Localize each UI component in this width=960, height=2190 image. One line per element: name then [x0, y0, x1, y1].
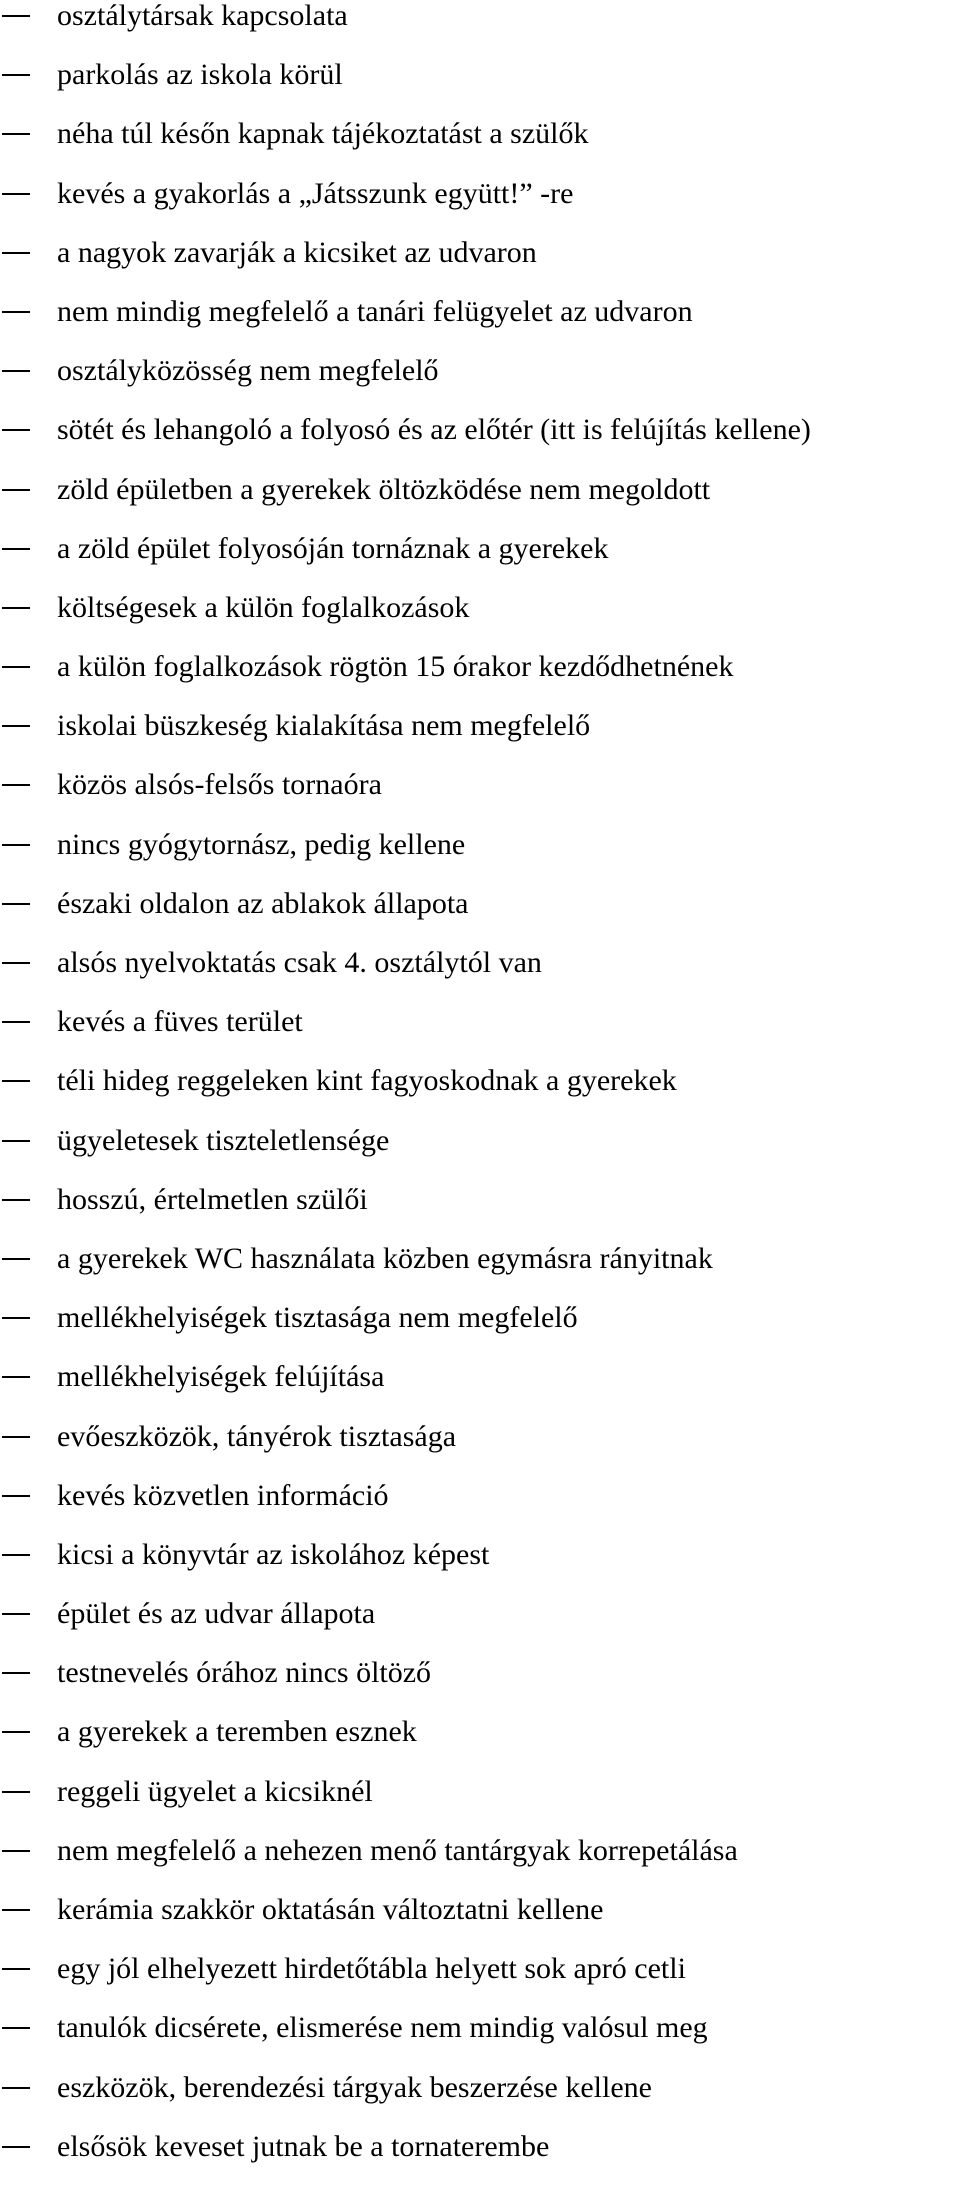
dash-bullet-icon [2, 0, 30, 32]
list-item-text: költségesek a külön foglalkozások [57, 590, 470, 624]
list-item-text: épület és az udvar állapota [57, 1597, 376, 1631]
dash-bullet-icon [2, 1302, 30, 1334]
dash-bullet-icon [2, 355, 30, 387]
list-item-text: kicsi a könyvtár az iskolához képest [57, 1537, 490, 1571]
list-item-text: zöld épületben a gyerekek öltözködése nem megoldott [57, 472, 711, 506]
list-item [0, 1243, 960, 1302]
list-item-text: hosszú, értelmetlen szülői [57, 1182, 368, 1216]
list-item [0, 1657, 960, 1716]
dash-bullet-icon [2, 59, 30, 91]
list-item [0, 888, 960, 947]
dash-bullet-icon [2, 1125, 30, 1157]
dash-bullet-icon [2, 1243, 30, 1275]
list-item-text: nincs gyógytornász, pedig kellene [57, 827, 466, 861]
list-item [0, 1421, 960, 1480]
list-item [0, 1480, 960, 1539]
list-item-text: elsősök keveset jutnak be a tornaterembe [57, 2129, 550, 2163]
list-item-text: északi oldalon az ablakok állapota [57, 886, 469, 920]
dash-bullet-icon [2, 1539, 30, 1571]
list-item-text: kevés közvetlen információ [57, 1478, 389, 1512]
list-item [0, 296, 960, 355]
list-item-text: néha túl későn kapnak tájékoztatást a szülők [57, 117, 589, 151]
list-item [0, 118, 960, 177]
list-item-text: reggeli ügyelet a kicsiknél [57, 1774, 373, 1808]
dash-bullet-icon [2, 2012, 30, 2044]
list-item [0, 1894, 960, 1953]
list-item [0, 1716, 960, 1775]
list-item-text: ügyeletesek tiszteletlensége [57, 1123, 390, 1157]
dash-bullet-icon [2, 2131, 30, 2163]
dash-bullet-icon [2, 947, 30, 979]
list-item [0, 769, 960, 828]
list-item-text: tanulók dicsérete, elismerése nem mindig valósul meg [57, 2011, 708, 2045]
list-item-text: a külön foglalkozások rögtön 15 órakor kezdődhetnének [57, 650, 734, 684]
list-item-text: kevés a gyakorlás a „Játsszunk együtt!” -re [57, 176, 574, 210]
list-item [0, 1361, 960, 1420]
list-item [0, 710, 960, 769]
dash-bullet-icon [2, 1184, 30, 1216]
dash-bullet-icon [2, 1361, 30, 1393]
list-item [0, 1184, 960, 1243]
dash-bullet-icon [2, 1894, 30, 1926]
list-item-text: parkolás az iskola körül [57, 58, 343, 92]
dash-bullet-icon [2, 1776, 30, 1808]
list-item [0, 1835, 960, 1894]
list-item [0, 947, 960, 1006]
list-item [0, 0, 960, 59]
list-item-text: osztálytársak kapcsolata [57, 0, 348, 32]
dash-bullet-icon [2, 1835, 30, 1867]
list-item-text: nem mindig megfelelő a tanári felügyelet az udvaron [57, 294, 693, 328]
list-item-text: közös alsós-felsős tornaóra [57, 768, 382, 802]
list-item [0, 414, 960, 473]
list-item-text: evőeszközök, tányérok tisztasága [57, 1419, 457, 1453]
dash-bullet-icon [2, 1480, 30, 1512]
list-item [0, 355, 960, 414]
list-item [0, 592, 960, 651]
list-item-text: kevés a füves terület [57, 1005, 303, 1039]
dash-bullet-icon [2, 533, 30, 565]
list-item [0, 237, 960, 296]
list-item [0, 829, 960, 888]
list-item-text: a gyerekek a teremben esznek [57, 1715, 417, 1749]
dash-bullet-icon [2, 1421, 30, 1453]
list-item-text: mellékhelyiségek felújítása [57, 1360, 385, 1394]
dash-bullet-icon [2, 474, 30, 506]
dash-bullet-icon [2, 1953, 30, 1985]
list-item [0, 1539, 960, 1598]
list-item [0, 1953, 960, 2012]
dash-bullet-icon [2, 1006, 30, 1038]
dash-bullet-icon [2, 829, 30, 861]
list-item-text: iskolai büszkeség kialakítása nem megfelelő [57, 709, 591, 743]
list-item [0, 2072, 960, 2131]
list-item-text: kerámia szakkör oktatásán változtatni kellene [57, 1893, 604, 1926]
list-item [0, 2131, 960, 2190]
list-item [0, 59, 960, 118]
list-item-text: a zöld épület folyosóján tornáznak a gyerekek [57, 531, 609, 565]
list-item [0, 1125, 960, 1184]
dash-bullet-icon [2, 1065, 30, 1097]
dash-bullet-icon [2, 2072, 30, 2104]
list-item-text: egy jól elhelyezett hirdetőtábla helyett sok apró cetli [57, 1952, 686, 1986]
list-item-text: nem megfelelő a nehezen menő tantárgyak korrepetálása [57, 1833, 738, 1867]
dash-bullet-icon [2, 237, 30, 269]
list-item [0, 178, 960, 237]
list-item [0, 474, 960, 533]
dash-bullet-icon [2, 592, 30, 624]
dash-bullet-icon [2, 888, 30, 920]
list-item-text: osztályközösség nem megfelelő [57, 354, 439, 388]
list-item [0, 533, 960, 592]
list-item-text: eszközök, berendezési tárgyak beszerzése kellene [57, 2070, 652, 2104]
dash-bullet-icon [2, 1657, 30, 1689]
dash-bullet-icon [2, 296, 30, 328]
list-item [0, 1302, 960, 1361]
dash-bullet-icon [2, 769, 30, 801]
dash-bullet-icon [2, 178, 30, 210]
list-item-text: sötét és lehangoló a folyosó és az előtér (itt is felújítás kellene) [57, 413, 811, 447]
list-item [0, 651, 960, 710]
dash-bullet-icon [2, 651, 30, 683]
list-item [0, 1598, 960, 1657]
dash-bullet-icon [2, 710, 30, 742]
list-item [0, 1065, 960, 1124]
list-item-text: mellékhelyiségek tisztasága nem megfelelő [57, 1301, 578, 1335]
list-item [0, 1776, 960, 1835]
list-item [0, 1006, 960, 1065]
dash-bullet-icon [2, 1716, 30, 1748]
dash-bullet-icon [2, 1598, 30, 1630]
list-item-text: alsós nyelvoktatás csak 4. osztálytól van [57, 946, 542, 979]
dash-bullet-icon [2, 118, 30, 150]
dash-bullet-icon [2, 414, 30, 446]
list-item-text: testnevelés órához nincs öltöző [57, 1656, 432, 1690]
list-item [0, 2012, 960, 2071]
list-item-text: a gyerekek WC használata közben egymásra rányitnak [57, 1241, 713, 1275]
list-item-text: téli hideg reggeleken kint fagyoskodnak a gyerekek [57, 1064, 677, 1098]
list-item-text: a nagyok zavarják a kicsiket az udvaron [57, 235, 537, 269]
